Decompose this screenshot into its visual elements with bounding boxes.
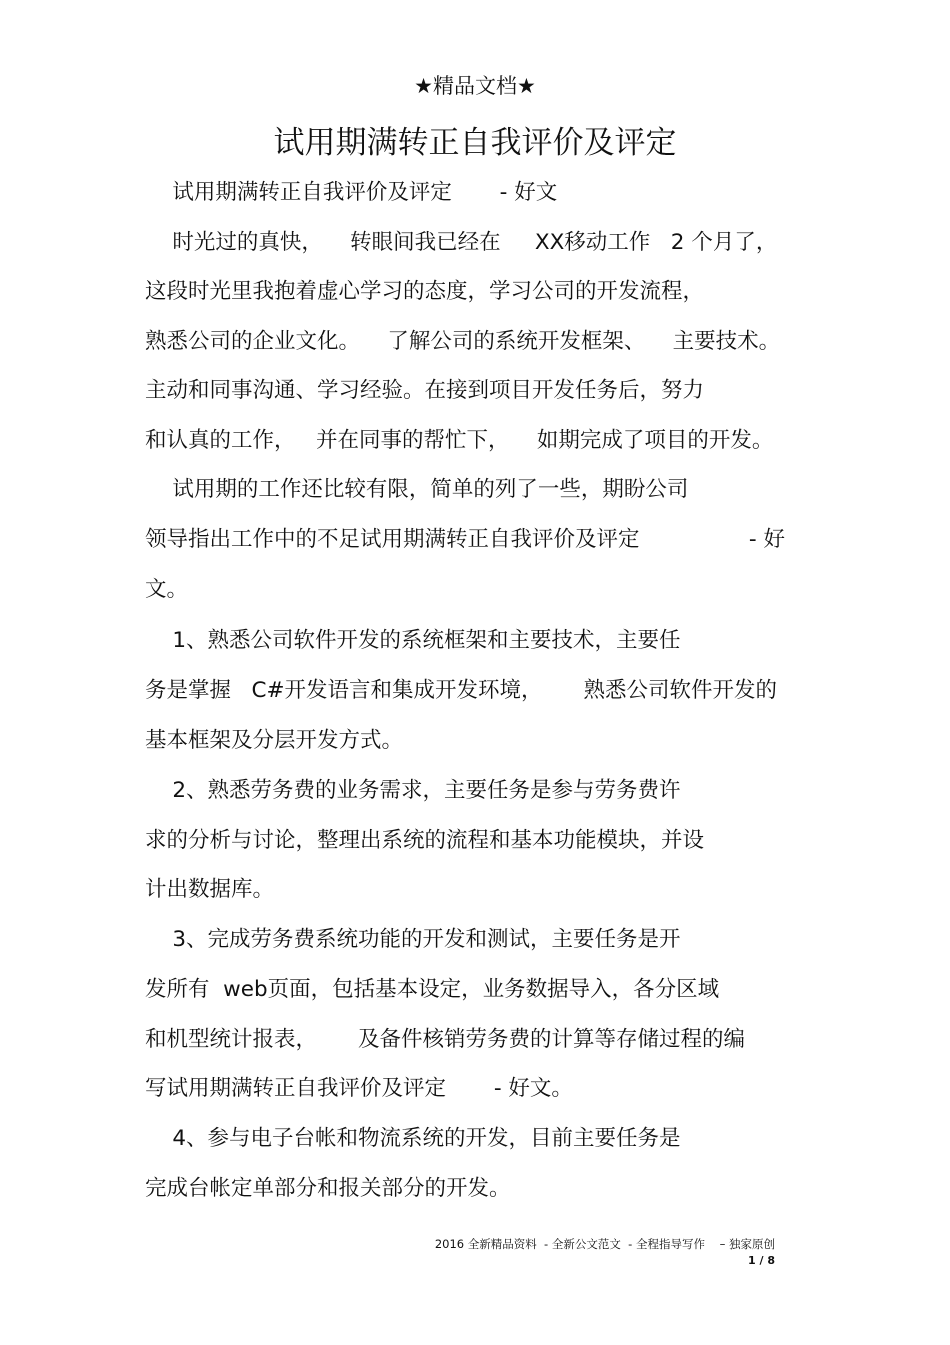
body-line: 1、熟悉公司软件开发的系统框架和主要技术，主要任 <box>145 628 681 653</box>
body-line: 3、完成劳务费系统功能的开发和测试，主要任务是开 <box>145 927 681 952</box>
body-line: 文。 <box>145 577 189 602</box>
page-footer: 2016 全新精品资料 - 全新公文范文 - 全程指导写作 – 独家原创 <box>434 1237 775 1251</box>
body-line: 和机型统计报表， 及备件核销劳务费的计算等存储过程的编 <box>145 1027 746 1052</box>
body-line: 熟悉公司的企业文化。 了解公司的系统开发框架、 主要技术。 <box>145 329 781 354</box>
body-line: 发所有 web页面，包括基本设定，业务数据导入，各分区域 <box>145 977 720 1002</box>
body-line: 计出数据库。 <box>145 877 275 902</box>
body-line: 领导指出工作中的不足试用期满转正自我评价及评定 - 好 <box>145 527 785 552</box>
body-line: 基本框架及分层开发方式。 <box>145 728 404 753</box>
document-title: 试用期满转正自我评价及评定 <box>273 125 677 161</box>
body-line: 和认真的工作， 并在同事的帮忙下， 如期完成了项目的开发。 <box>145 428 774 453</box>
body-line: 主动和同事沟通、学习经验。在接到项目开发任务后，努力 <box>145 378 705 403</box>
page-number: 1 / 8 <box>748 1254 775 1267</box>
body-line: 4、参与电子台帐和物流系统的开发，目前主要任务是 <box>145 1126 681 1151</box>
body-line: 完成台帐定单部分和报关部分的开发。 <box>145 1176 511 1201</box>
page-header: ★精品文档★ <box>414 74 536 98</box>
body-line: 时光过的真快， 转眼间我已经在 XX移动工作 2 个月了， <box>145 230 778 255</box>
body-line: 这段时光里我抱着虚心学习的态度，学习公司的开发流程， <box>145 279 705 304</box>
body-line: 务是掌握 C#开发语言和集成开发环境， 熟悉公司软件开发的 <box>145 678 778 703</box>
body-line: 试用期的工作还比较有限，简单的列了一些，期盼公司 <box>145 477 689 502</box>
body-line: 写试用期满转正自我评价及评定 - 好文。 <box>145 1076 573 1101</box>
body-line: 试用期满转正自我评价及评定 - 好文 <box>145 180 558 205</box>
body-line: 求的分析与讨论，整理出系统的流程和基本功能模块，并设 <box>145 828 705 853</box>
body-line: 2、熟悉劳务费的业务需求，主要任务是参与劳务费许 <box>145 778 681 803</box>
